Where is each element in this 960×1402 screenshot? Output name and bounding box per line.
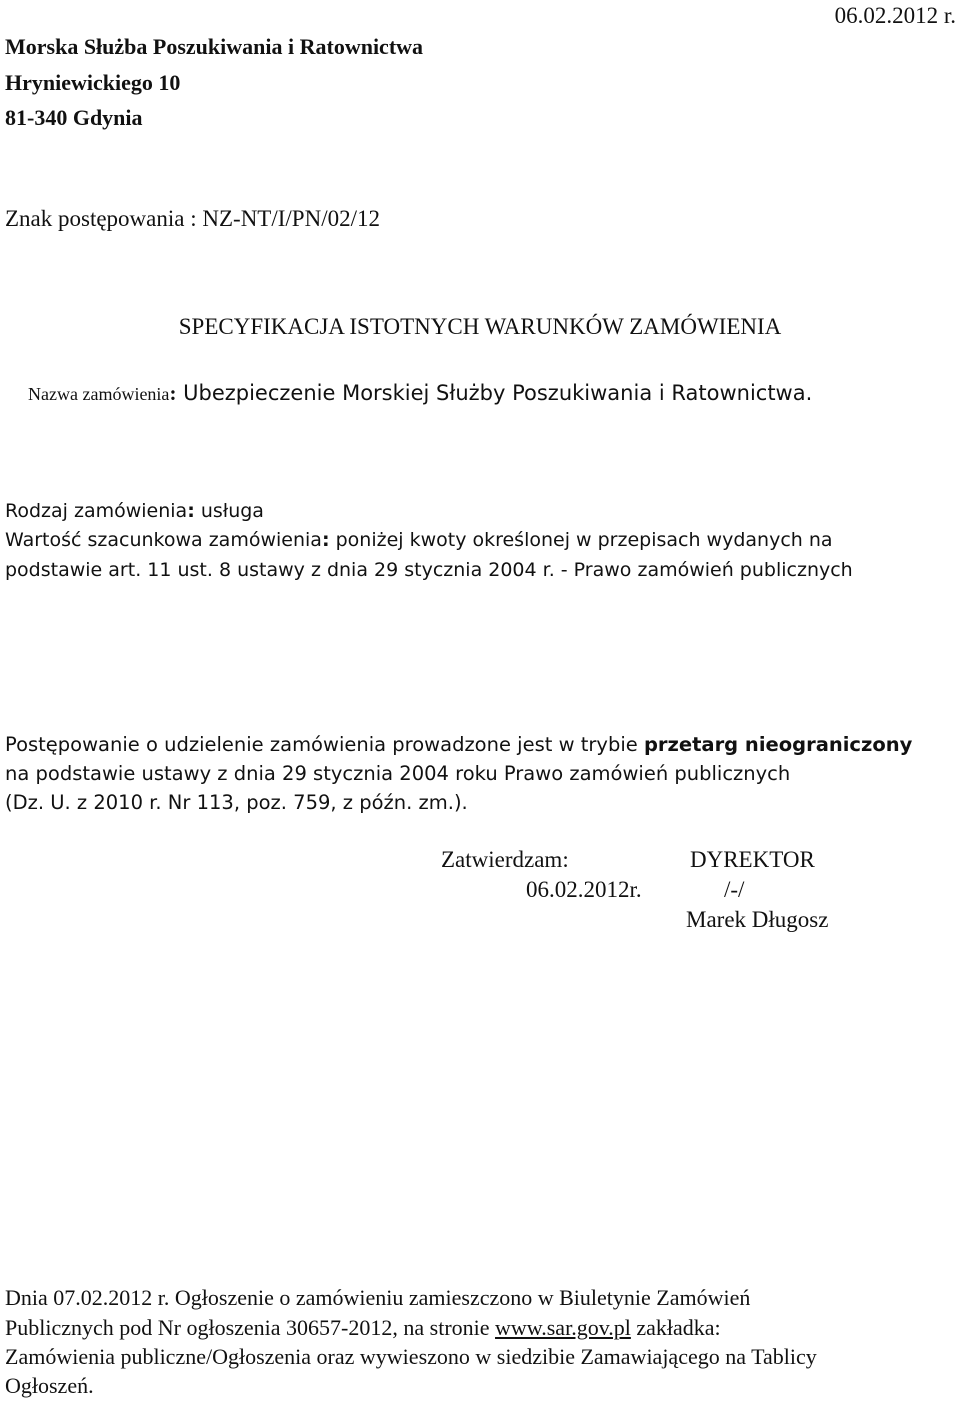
order-name-value: Ubezpieczenie Morskiej Służby Poszukiwania i Ratownictwa. — [176, 381, 813, 405]
org-street: Hryniewickiego 10 — [5, 70, 181, 95]
procedure-text: Postępowanie o udzielenie zamówienia prowadzone jest w trybie — [5, 733, 644, 756]
footer-line4: Ogłoszeń. — [5, 1373, 94, 1398]
estimated-value-colon: : — [321, 529, 330, 551]
procedure-mode: przetarg nieograniczony — [643, 733, 913, 756]
estimated-value-label: Wartość szacunkowa zamówienia — [5, 529, 322, 551]
approval-date: 06.02.2012r. — [526, 877, 642, 902]
footer-line1: Dnia 07.02.2012 r. Ogłoszenie o zamówieniu zamieszczono w Biuletynie Zamówień — [5, 1285, 751, 1310]
footer-text-post: zakładka: — [630, 1315, 721, 1340]
approval-role: DYREKTOR — [690, 847, 815, 872]
footer-line3: Zamówienia publiczne/Ogłoszenia oraz wywieszono w siedzibie Zamawiającego na Tablicy — [5, 1344, 817, 1369]
approval-signature: /-/ — [724, 877, 745, 902]
order-type-colon: : — [187, 500, 195, 522]
reference-value: NZ-NT/I/PN/02/12 — [202, 206, 380, 231]
document-title: SPECYFIKACJA ISTOTNYCH WARUNKÓW ZAMÓWIENIA — [178, 314, 782, 339]
order-name-line — [28, 381, 812, 406]
reference-label: Znak postępowania : — [5, 206, 203, 231]
order-type-line — [5, 500, 264, 522]
org-city: 81-340 Gdynia — [5, 105, 143, 130]
website-link[interactable]: www.sar.gov.pl — [495, 1315, 631, 1340]
estimated-value-text1: poniżej kwoty określonej w przepisach wydanych na — [329, 529, 833, 551]
estimated-value-line1 — [5, 529, 833, 551]
order-type-value: usługa — [194, 500, 264, 522]
org-name: Morska Służba Poszukiwania i Ratownictwa — [5, 34, 424, 59]
order-name-colon: : — [169, 381, 177, 405]
procedure-line2: na podstawie ustawy z dnia 29 stycznia 2004 roku Prawo zamówień publicznych — [5, 762, 791, 785]
procedure-line3: (Dz. U. z 2010 r. Nr 113, poz. 759, z późn. zm.). — [5, 791, 468, 814]
estimated-value-line2: podstawie art. 11 ust. 8 ustawy z dnia 29 stycznia 2004 r. - Prawo zamówień publicznych — [5, 559, 853, 581]
order-name-label: Nazwa zamówienia — [28, 384, 170, 404]
approval-label: Zatwierdzam: — [441, 847, 569, 872]
approval-name: Marek Długosz — [686, 907, 829, 932]
procedure-line1 — [5, 733, 912, 756]
footer-text-pre: Publicznych pod Nr ogłoszenia 30657-2012, na stronie — [5, 1315, 496, 1340]
document-date: 06.02.2012 r. — [834, 3, 956, 28]
footer-line2 — [5, 1315, 721, 1341]
reference-line — [5, 206, 380, 232]
order-type-label: Rodzaj zamówienia — [5, 500, 188, 522]
